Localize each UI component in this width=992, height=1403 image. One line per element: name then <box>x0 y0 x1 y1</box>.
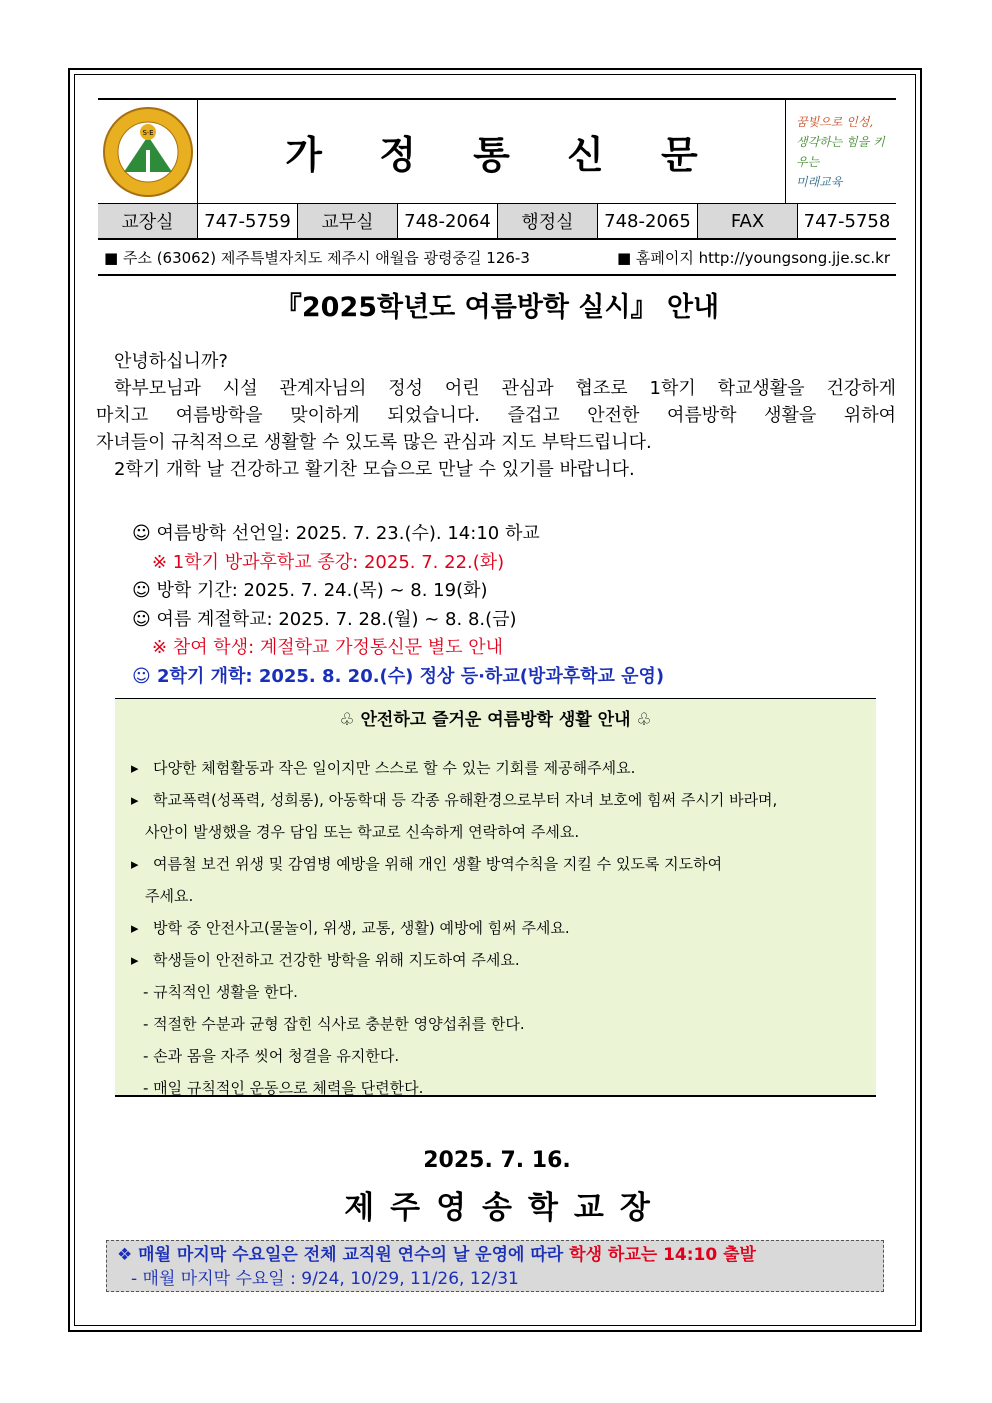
guide-title: ♧ 안전하고 즐거운 여름방학 생활 안내 ♧ <box>339 710 652 730</box>
svg-text:S·E: S·E <box>141 128 154 137</box>
intro-paragraph <box>96 348 896 483</box>
intro-line: 학부모님과 시설 관계자님의 정성 어린 관심과 협조로 1학기 학교생활을 건강하게 <box>114 378 896 399</box>
phone-label: 교장실 <box>98 204 198 238</box>
schedule-item: ☺ 여름 계절학교: 2025. 7. 28.(월) ~ 8. 8.(금) <box>132 608 517 630</box>
notice-dates: - 매월 마지막 수요일 : 9/24, 10/29, 11/26, 12/31 <box>131 1269 519 1289</box>
guide-item-continued: 주세요. <box>145 887 194 905</box>
schedule-item-highlight: ☺ 2학기 개학: 2025. 8. 20.(수) 정상 등·하교(방과후학교 운영) <box>132 665 665 687</box>
school-logo <box>98 100 198 203</box>
school-address: ■ 주소 (63062) 제주특별자치도 제주시 애월읍 광령중길 126-3 <box>104 248 530 267</box>
guide-item-continued: 사안이 발생했을 경우 담임 또는 학교로 신속하게 연락하여 주세요. <box>145 823 580 841</box>
schedule-item: ☺ 방학 기간: 2025. 7. 24.(목) ~ 8. 19(화) <box>132 580 488 601</box>
phone-label: 행정실 <box>498 204 598 238</box>
address-bar <box>98 240 896 276</box>
phone-number: 748-2065 <box>598 204 698 238</box>
newsletter-title: 가 정 통 신 문 <box>285 133 720 177</box>
slogan-line: 미래교육 <box>796 174 843 189</box>
slogan-line: 꿈빛으로 인성, <box>796 114 874 129</box>
phone-number: 747-5758 <box>803 210 891 232</box>
guide-item: ▸ 학생들이 안전하고 건강한 방학을 위해 지도하여 주세요. <box>131 944 871 976</box>
guide-subitem: - 적절한 수분과 균형 잡힌 식사로 충분한 영양섭취를 한다. <box>143 1015 525 1033</box>
phone-directory <box>98 204 896 240</box>
schedule-note: ※ 1학기 방과후학교 종강: 2025. 7. 22.(화) <box>152 551 505 573</box>
phone-number: 748-2064 <box>398 204 498 238</box>
school-slogan <box>785 100 896 203</box>
intro-line: 2학기 개학 날 건강하고 활기찬 모습으로 만날 수 있기를 바랍니다. <box>114 459 635 480</box>
greeting: 안녕하십니까? <box>114 351 228 372</box>
homepage-link[interactable]: ■ 홈페이지 http://youngsong.jje.sc.kr <box>616 248 890 267</box>
intro-line: 마치고 여름방학을 맞이하게 되었습니다. 즐겁고 안전한 여름방학 생활을 위하여 <box>96 405 896 426</box>
phone-label: 교무실 <box>298 204 398 238</box>
monthly-notice <box>106 1240 884 1292</box>
notice-text: ❖ 매월 마지막 수요일은 전체 교직원 연수의 날 운영에 따라 <box>117 1245 570 1265</box>
schedule-item: ☺ 여름방학 선언일: 2025. 7. 23.(수). 14:10 하교 <box>132 523 540 544</box>
safety-guide-box <box>115 698 876 1097</box>
schedule-list <box>132 520 872 691</box>
school-logo-icon <box>102 106 194 198</box>
issue-date: 2025. 7. 16. <box>423 1148 571 1173</box>
guide-subitem: - 매일 규칙적인 운동으로 체력을 단련한다. <box>143 1079 424 1097</box>
slogan-line: 생각하는 힘을 키우는 <box>796 134 885 169</box>
principal-signature: 제주영송학교장 <box>344 1190 666 1226</box>
guide-item: ▸ 학교폭력(성폭력, 성희롱), 아동학대 등 각종 유해환경으로부터 자녀 보호에 힘써 주시기 바라며, <box>131 784 871 816</box>
intro-line: 자녀들이 규칙적으로 생활할 수 있도록 많은 관심과 지도 부탁드립니다. <box>96 432 652 453</box>
guide-subitem: - 손과 몸을 자주 씻어 청결을 유지한다. <box>143 1047 400 1065</box>
guide-item: ▸ 여름철 보건 위생 및 감염병 예방을 위해 개인 생활 방역수칙을 지킬 수 있도록 지도하여 <box>131 848 871 880</box>
document-title: 『2025학년도 여름방학 실시』 안내 <box>274 292 720 323</box>
phone-label: FAX <box>698 204 798 238</box>
notice-line <box>117 1243 873 1267</box>
guide-subitem: - 규칙적인 생활을 한다. <box>143 983 298 1001</box>
phone-number: 747-5759 <box>198 204 298 238</box>
notice-highlight: 학생 하교는 14:10 출발 <box>569 1245 756 1265</box>
letterhead <box>98 98 896 276</box>
guide-item: ▸ 다양한 체험활동과 작은 일이지만 스스로 할 수 있는 기회를 제공해주세요. <box>131 752 871 784</box>
schedule-note: ※ 참여 학생: 계절학교 가정통신문 별도 안내 <box>152 637 504 658</box>
guide-item: ▸ 방학 중 안전사고(물놀이, 위생, 교통, 생활) 예방에 힘써 주세요. <box>131 912 871 944</box>
